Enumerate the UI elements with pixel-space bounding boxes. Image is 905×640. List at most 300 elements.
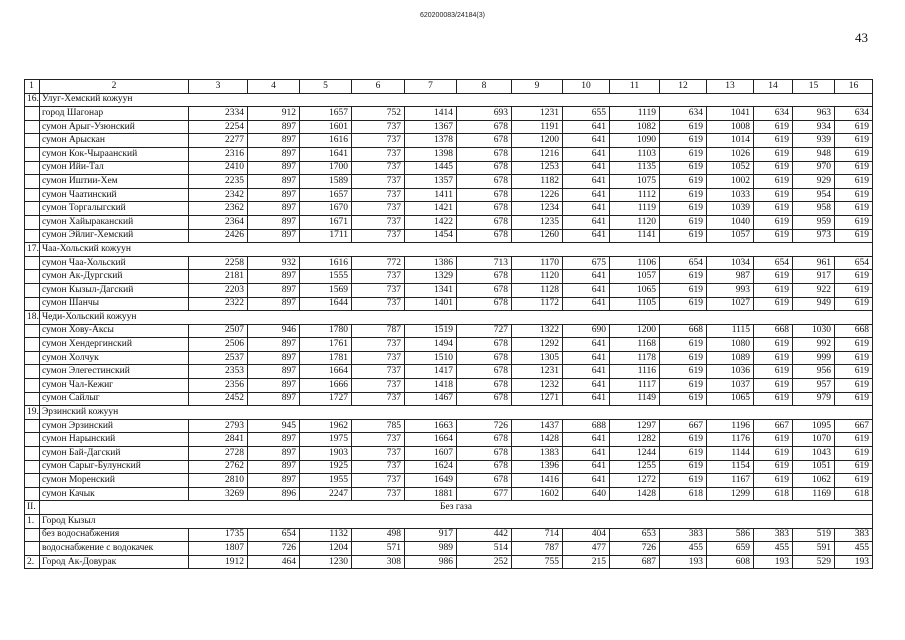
value-cell: 1641 [300, 147, 352, 161]
value-cell: 1569 [300, 283, 352, 297]
value-cell: 1106 [610, 256, 660, 270]
value-cell: 1299 [707, 487, 754, 501]
value-cell: 619 [660, 447, 707, 461]
value-cell: 654 [248, 528, 300, 542]
row-index: 2. [25, 555, 40, 569]
value-cell: 1026 [707, 147, 754, 161]
settlement-name: сумон Кок-Чыраанский [40, 147, 189, 161]
value-cell: 1305 [512, 351, 563, 365]
value-cell: 678 [457, 379, 512, 393]
value-cell: 1034 [707, 256, 754, 270]
value-cell: 897 [248, 365, 300, 379]
value-cell: 2364 [189, 215, 248, 229]
section-title: Чеди-Хольский кожуун [40, 311, 873, 325]
value-cell: 678 [457, 365, 512, 379]
value-cell: 619 [660, 175, 707, 189]
value-cell: 1357 [405, 175, 457, 189]
table-row [25, 474, 873, 488]
value-cell: 1170 [512, 256, 563, 270]
value-cell: 619 [754, 134, 793, 148]
value-cell: 688 [563, 419, 610, 433]
table-row [25, 324, 873, 338]
settlement-name: сумон Кызыл-Дагский [40, 283, 189, 297]
value-cell: 619 [754, 161, 793, 175]
value-cell: 932 [248, 256, 300, 270]
value-cell: 737 [352, 365, 405, 379]
column-number: 11 [610, 80, 660, 94]
row-index [25, 270, 40, 284]
value-cell: 1082 [610, 120, 660, 134]
settlement-name: сумон Иштии-Хем [40, 175, 189, 189]
settlement-name: сумон Хайыраканский [40, 215, 189, 229]
row-index [25, 447, 40, 461]
section-title: Город Кызыл [40, 515, 873, 529]
value-cell: 619 [754, 351, 793, 365]
row-index [25, 188, 40, 202]
value-cell: 1367 [405, 120, 457, 134]
value-cell: 619 [660, 229, 707, 243]
row-index [25, 379, 40, 393]
value-cell: 619 [660, 283, 707, 297]
table-row [25, 256, 873, 270]
row-index [25, 107, 40, 121]
value-cell: 619 [754, 202, 793, 216]
value-cell: 1200 [610, 324, 660, 338]
value-cell: 1105 [610, 297, 660, 311]
group-title: Без газа [40, 501, 873, 515]
value-cell: 1589 [300, 175, 352, 189]
value-cell: 619 [835, 202, 873, 216]
value-cell: 1168 [610, 338, 660, 352]
value-cell: 737 [352, 175, 405, 189]
row-index [25, 175, 40, 189]
value-cell: 713 [457, 256, 512, 270]
value-cell: 667 [660, 419, 707, 433]
settlement-name: сумон Арыскан [40, 134, 189, 148]
value-cell: 1417 [405, 365, 457, 379]
value-cell: 1132 [300, 528, 352, 542]
value-cell: 1169 [793, 487, 835, 501]
value-cell: 737 [352, 147, 405, 161]
row-index [25, 392, 40, 406]
settlement-name: сумон Моренский [40, 474, 189, 488]
settlement-name: сумон Эйлиг-Хемский [40, 229, 189, 243]
settlement-name: сумон Холчук [40, 351, 189, 365]
value-cell: 897 [248, 175, 300, 189]
value-cell: 252 [457, 555, 512, 569]
settlement-name: сумон Чаа-Хольский [40, 256, 189, 270]
value-cell: 678 [457, 161, 512, 175]
value-cell: 619 [754, 297, 793, 311]
value-cell: 1070 [793, 433, 835, 447]
value-cell: 897 [248, 270, 300, 284]
row-index [25, 460, 40, 474]
value-cell: 897 [248, 392, 300, 406]
value-cell: 678 [457, 338, 512, 352]
table-row [25, 297, 873, 311]
value-cell: 619 [835, 460, 873, 474]
value-cell: 1200 [512, 134, 563, 148]
value-cell: 2507 [189, 324, 248, 338]
value-cell: 961 [793, 256, 835, 270]
row-index [25, 283, 40, 297]
value-cell: 1033 [707, 188, 754, 202]
value-cell: 1167 [707, 474, 754, 488]
table-row [25, 175, 873, 189]
value-cell: 897 [248, 134, 300, 148]
value-cell: 1120 [512, 270, 563, 284]
value-cell: 737 [352, 134, 405, 148]
value-cell: 1182 [512, 175, 563, 189]
row-index [25, 365, 40, 379]
value-cell: 2235 [189, 175, 248, 189]
column-number-row [25, 80, 873, 94]
column-number: 7 [405, 80, 457, 94]
value-cell: 1271 [512, 392, 563, 406]
table-row [25, 487, 873, 501]
value-cell: 619 [660, 215, 707, 229]
value-cell: 678 [457, 433, 512, 447]
table-row [25, 528, 873, 542]
section-row [25, 311, 873, 325]
column-number: 5 [300, 80, 352, 94]
value-cell: 2203 [189, 283, 248, 297]
value-cell: 659 [707, 542, 754, 556]
value-cell: 2362 [189, 202, 248, 216]
value-cell: 2810 [189, 474, 248, 488]
value-cell: 1780 [300, 324, 352, 338]
value-cell: 619 [835, 283, 873, 297]
value-cell: 383 [754, 528, 793, 542]
value-cell: 655 [563, 107, 610, 121]
value-cell: 619 [660, 433, 707, 447]
table-row [25, 542, 873, 556]
settlement-name: Город Ак-Довурак [40, 555, 189, 569]
row-index [25, 542, 40, 556]
settlement-name: сумон Хендергинский [40, 338, 189, 352]
value-cell: 1925 [300, 460, 352, 474]
table-row [25, 202, 873, 216]
value-cell: 1116 [610, 365, 660, 379]
value-cell: 1975 [300, 433, 352, 447]
value-cell: 912 [248, 107, 300, 121]
value-cell: 1039 [707, 202, 754, 216]
value-cell: 641 [563, 447, 610, 461]
table-row [25, 147, 873, 161]
value-cell: 619 [835, 392, 873, 406]
value-cell: 215 [563, 555, 610, 569]
value-cell: 2258 [189, 256, 248, 270]
settlement-name: сумон Арыг-Узюнский [40, 120, 189, 134]
value-cell: 619 [835, 120, 873, 134]
value-cell: 455 [660, 542, 707, 556]
value-cell: 1260 [512, 229, 563, 243]
settlement-name: без водоснабжения [40, 528, 189, 542]
value-cell: 726 [457, 419, 512, 433]
value-cell: 678 [457, 175, 512, 189]
value-cell: 1002 [707, 175, 754, 189]
value-cell: 1230 [300, 555, 352, 569]
value-cell: 529 [793, 555, 835, 569]
value-cell: 1176 [707, 433, 754, 447]
value-cell: 787 [352, 324, 405, 338]
value-cell: 193 [660, 555, 707, 569]
value-cell: 1386 [405, 256, 457, 270]
value-cell: 619 [660, 202, 707, 216]
value-cell: 641 [563, 229, 610, 243]
value-cell: 678 [457, 202, 512, 216]
value-cell: 1090 [610, 134, 660, 148]
value-cell: 641 [563, 460, 610, 474]
settlement-name: сумон Нарынский [40, 433, 189, 447]
value-cell: 1383 [512, 447, 563, 461]
value-cell: 654 [660, 256, 707, 270]
value-cell: 619 [660, 379, 707, 393]
value-cell: 1711 [300, 229, 352, 243]
value-cell: 618 [754, 487, 793, 501]
value-cell: 193 [754, 555, 793, 569]
settlement-name: сумон Ийи-Тал [40, 161, 189, 175]
settlement-name: сумон Торгалыгский [40, 202, 189, 216]
value-cell: 1282 [610, 433, 660, 447]
value-cell: 737 [352, 120, 405, 134]
value-cell: 678 [457, 229, 512, 243]
value-cell: 946 [248, 324, 300, 338]
value-cell: 678 [457, 460, 512, 474]
value-cell: 619 [754, 215, 793, 229]
value-cell: 1065 [707, 392, 754, 406]
value-cell: 1119 [610, 202, 660, 216]
value-cell: 619 [754, 229, 793, 243]
value-cell: 1418 [405, 379, 457, 393]
value-cell: 619 [754, 379, 793, 393]
value-cell: 619 [835, 447, 873, 461]
column-number: 3 [189, 80, 248, 94]
value-cell: 785 [352, 419, 405, 433]
value-cell: 1761 [300, 338, 352, 352]
row-index [25, 256, 40, 270]
value-cell: 737 [352, 188, 405, 202]
value-cell: 619 [660, 474, 707, 488]
value-cell: 1117 [610, 379, 660, 393]
value-cell: 1421 [405, 202, 457, 216]
value-cell: 737 [352, 351, 405, 365]
value-cell: 1008 [707, 120, 754, 134]
value-cell: 945 [248, 419, 300, 433]
value-cell: 1657 [300, 188, 352, 202]
value-cell: 897 [248, 215, 300, 229]
value-cell: 2254 [189, 120, 248, 134]
value-cell: 404 [563, 528, 610, 542]
value-cell: 1510 [405, 351, 457, 365]
value-cell: 1428 [512, 433, 563, 447]
value-cell: 970 [793, 161, 835, 175]
value-cell: 619 [835, 175, 873, 189]
value-cell: 619 [835, 351, 873, 365]
value-cell: 2537 [189, 351, 248, 365]
value-cell: 896 [248, 487, 300, 501]
value-cell: 619 [660, 297, 707, 311]
table-row [25, 107, 873, 121]
value-cell: 619 [835, 433, 873, 447]
value-cell: 654 [835, 256, 873, 270]
value-cell: 922 [793, 283, 835, 297]
value-cell: 1051 [793, 460, 835, 474]
value-cell: 634 [835, 107, 873, 121]
value-cell: 897 [248, 351, 300, 365]
value-cell: 897 [248, 283, 300, 297]
value-cell: 619 [660, 161, 707, 175]
value-cell: 1700 [300, 161, 352, 175]
table-row [25, 120, 873, 134]
value-cell: 619 [835, 147, 873, 161]
value-cell: 619 [660, 147, 707, 161]
value-cell: 956 [793, 365, 835, 379]
value-cell: 1664 [405, 433, 457, 447]
value-cell: 1437 [512, 419, 563, 433]
value-cell: 1057 [707, 229, 754, 243]
section-row [25, 93, 873, 107]
value-cell: 737 [352, 283, 405, 297]
value-cell: 1231 [512, 365, 563, 379]
value-cell: 1962 [300, 419, 352, 433]
settlement-name: сумон Эрзинский [40, 419, 189, 433]
value-cell: 934 [793, 120, 835, 134]
value-cell: 1172 [512, 297, 563, 311]
column-number: 13 [707, 80, 754, 94]
value-cell: 678 [457, 147, 512, 161]
value-cell: 668 [754, 324, 793, 338]
table-row [25, 447, 873, 461]
value-cell: 619 [754, 474, 793, 488]
table-row [25, 351, 873, 365]
table-row [25, 433, 873, 447]
value-cell: 618 [660, 487, 707, 501]
value-cell: 1396 [512, 460, 563, 474]
value-cell: 641 [563, 379, 610, 393]
value-cell: 619 [660, 338, 707, 352]
value-cell: 519 [793, 528, 835, 542]
column-number: 9 [512, 80, 563, 94]
row-index [25, 338, 40, 352]
value-cell: 1272 [610, 474, 660, 488]
value-cell: 987 [707, 270, 754, 284]
value-cell: 641 [563, 161, 610, 175]
settlement-name: сумон Качык [40, 487, 189, 501]
value-cell: 986 [405, 555, 457, 569]
value-cell: 641 [563, 351, 610, 365]
value-cell: 737 [352, 474, 405, 488]
value-cell: 1036 [707, 365, 754, 379]
value-cell: 1154 [707, 460, 754, 474]
value-cell: 737 [352, 229, 405, 243]
column-number: 6 [352, 80, 405, 94]
row-index [25, 215, 40, 229]
row-index [25, 161, 40, 175]
value-cell: 619 [835, 379, 873, 393]
section-title: Эрзинский кожуун [40, 406, 873, 420]
settlement-name: сумон Чаатинский [40, 188, 189, 202]
value-cell: 772 [352, 256, 405, 270]
value-cell: 1065 [610, 283, 660, 297]
value-cell: 668 [835, 324, 873, 338]
value-cell: 1089 [707, 351, 754, 365]
row-index: 17. [25, 243, 40, 257]
value-cell: 641 [563, 147, 610, 161]
value-cell: 726 [248, 542, 300, 556]
value-cell: 897 [248, 338, 300, 352]
section-row [25, 515, 873, 529]
row-index [25, 147, 40, 161]
value-cell: 678 [457, 188, 512, 202]
value-cell: 714 [512, 528, 563, 542]
table-row [25, 379, 873, 393]
value-cell: 667 [754, 419, 793, 433]
value-cell: 619 [835, 188, 873, 202]
value-cell: 641 [563, 392, 610, 406]
value-cell: 1555 [300, 270, 352, 284]
value-cell: 455 [835, 542, 873, 556]
value-cell: 619 [754, 270, 793, 284]
value-cell: 619 [754, 392, 793, 406]
value-cell: 2181 [189, 270, 248, 284]
row-index: 1. [25, 515, 40, 529]
value-cell: 1196 [707, 419, 754, 433]
value-cell: 1727 [300, 392, 352, 406]
column-number: 12 [660, 80, 707, 94]
value-cell: 1141 [610, 229, 660, 243]
value-cell: 641 [563, 338, 610, 352]
value-cell: 897 [248, 120, 300, 134]
document-code: 620200083/24184(3) [419, 12, 485, 19]
value-cell: 619 [754, 175, 793, 189]
value-cell: 897 [248, 202, 300, 216]
value-cell: 897 [248, 161, 300, 175]
value-cell: 1607 [405, 447, 457, 461]
value-cell: 1235 [512, 215, 563, 229]
value-cell: 897 [248, 147, 300, 161]
value-cell: 1244 [610, 447, 660, 461]
value-cell: 787 [512, 542, 563, 556]
value-cell: 640 [563, 487, 610, 501]
value-cell: 1670 [300, 202, 352, 216]
value-cell: 989 [405, 542, 457, 556]
settlement-name: водоснабжение с водокачек [40, 542, 189, 556]
value-cell: 897 [248, 379, 300, 393]
row-index [25, 202, 40, 216]
table-row [25, 283, 873, 297]
value-cell: 973 [793, 229, 835, 243]
value-cell: 737 [352, 433, 405, 447]
value-cell: 619 [835, 338, 873, 352]
value-cell: 619 [754, 365, 793, 379]
value-cell: 1255 [610, 460, 660, 474]
value-cell: 619 [660, 365, 707, 379]
value-cell: 608 [707, 555, 754, 569]
value-cell: 917 [405, 528, 457, 542]
value-cell: 2342 [189, 188, 248, 202]
row-index: 18. [25, 311, 40, 325]
value-cell: 619 [660, 134, 707, 148]
value-cell: 1204 [300, 542, 352, 556]
value-cell: 641 [563, 215, 610, 229]
value-cell: 1602 [512, 487, 563, 501]
value-cell: 677 [457, 487, 512, 501]
value-cell: 641 [563, 297, 610, 311]
value-cell: 464 [248, 555, 300, 569]
value-cell: 737 [352, 270, 405, 284]
value-cell: 958 [793, 202, 835, 216]
